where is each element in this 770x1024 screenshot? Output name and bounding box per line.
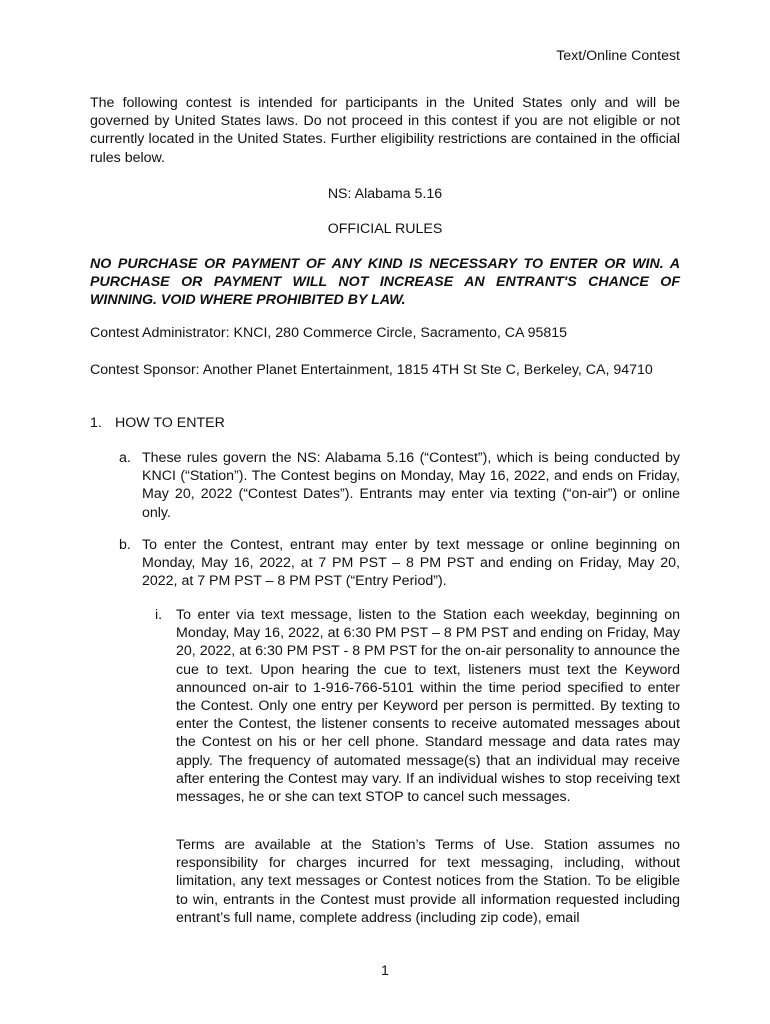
- item-label: a.: [119, 450, 131, 466]
- intro-paragraph: The following contest is intended for participants in the United States only and will be governed by United States laws. Do not proceed in this contest if you are not eligible or not currently located in the United States. Further eligibility restrictions are contained in the official rules below.: [90, 95, 680, 166]
- contest-sponsor: Contest Sponsor: Another Planet Entertainment, 1815 4TH St Ste C, Berkeley, CA, 94710: [90, 362, 653, 378]
- terms-paragraph: Terms are available at the Station’s Terms of Use. Station assumes no responsibility for charges incurred for text messaging, including, without limitation, any text messages or Contest notices from the Station. To be eligible to win, entrants in the Contest must provide all information requested including entrant’s full name, complete address (including zip code), email: [176, 837, 680, 926]
- subitem-label: i.: [155, 607, 163, 623]
- section-number: 1.: [90, 415, 102, 431]
- page-number: 1: [381, 963, 389, 979]
- section-title: HOW TO ENTER: [115, 415, 225, 431]
- subitem-text: To enter via text message, listen to the Station each weekday, beginning on Monday, May 16, 2022, at 6:30 PM PST – 8 PM PST and ending on Friday, May 20, 2022, at 6:30 PM PST - 8 PM PST for the on-air personality to announce the cue to text. Upon hearing the cue to text, listeners must text the Keyword announced on-air to 1-916-766-5101 within the time period specified to enter the Contest. Only one entry per Keyword per person is permitted. By texting to enter the Contest, the listener consents to receive automated messages about the Contest on his or her cell phone. Standard message and data rates may apply. The frequency of automated message(s) that an individual may receive after entering the Contest may vary. If an individual wishes to stop receiving text messages, he or she can text STOP to cancel such messages.: [176, 607, 680, 806]
- contest-administrator: Contest Administrator: KNCI, 280 Commerce Circle, Sacramento, CA 95815: [90, 325, 568, 341]
- rules-heading: OFFICIAL RULES: [327, 221, 443, 237]
- no-purchase-warning: NO PURCHASE OR PAYMENT OF ANY KIND IS NECESSARY TO ENTER OR WIN. A PURCHASE OR PAYMENT WILL NOT INCREASE AN ENTRANT'S CHANCE OF WINNING. VOID WHERE PROHIBITED BY LAW.: [90, 256, 680, 309]
- item-text: These rules govern the NS: Alabama 5.16 (“Contest”), which is being conducted by KNCI (“Station”). The Contest begins on Monday, May 16, 2022, and ends on Friday, May 20, 2022 (“Contest Dates”). Entrants may enter via texting (“on-air”) or online only.: [142, 450, 680, 521]
- item-label: b.: [119, 537, 131, 553]
- item-text: To enter the Contest, entrant may enter by text message or online beginning on Monday, May 16, 2022, at 7 PM PST – 8 PM PST and ending on Friday, May 20, 2022, at 7 PM PST – 8 PM PST (“Entry Period”).: [142, 537, 680, 590]
- contest-name: NS: Alabama 5.16: [327, 186, 443, 202]
- page-header: Text/Online Contest: [556, 48, 680, 64]
